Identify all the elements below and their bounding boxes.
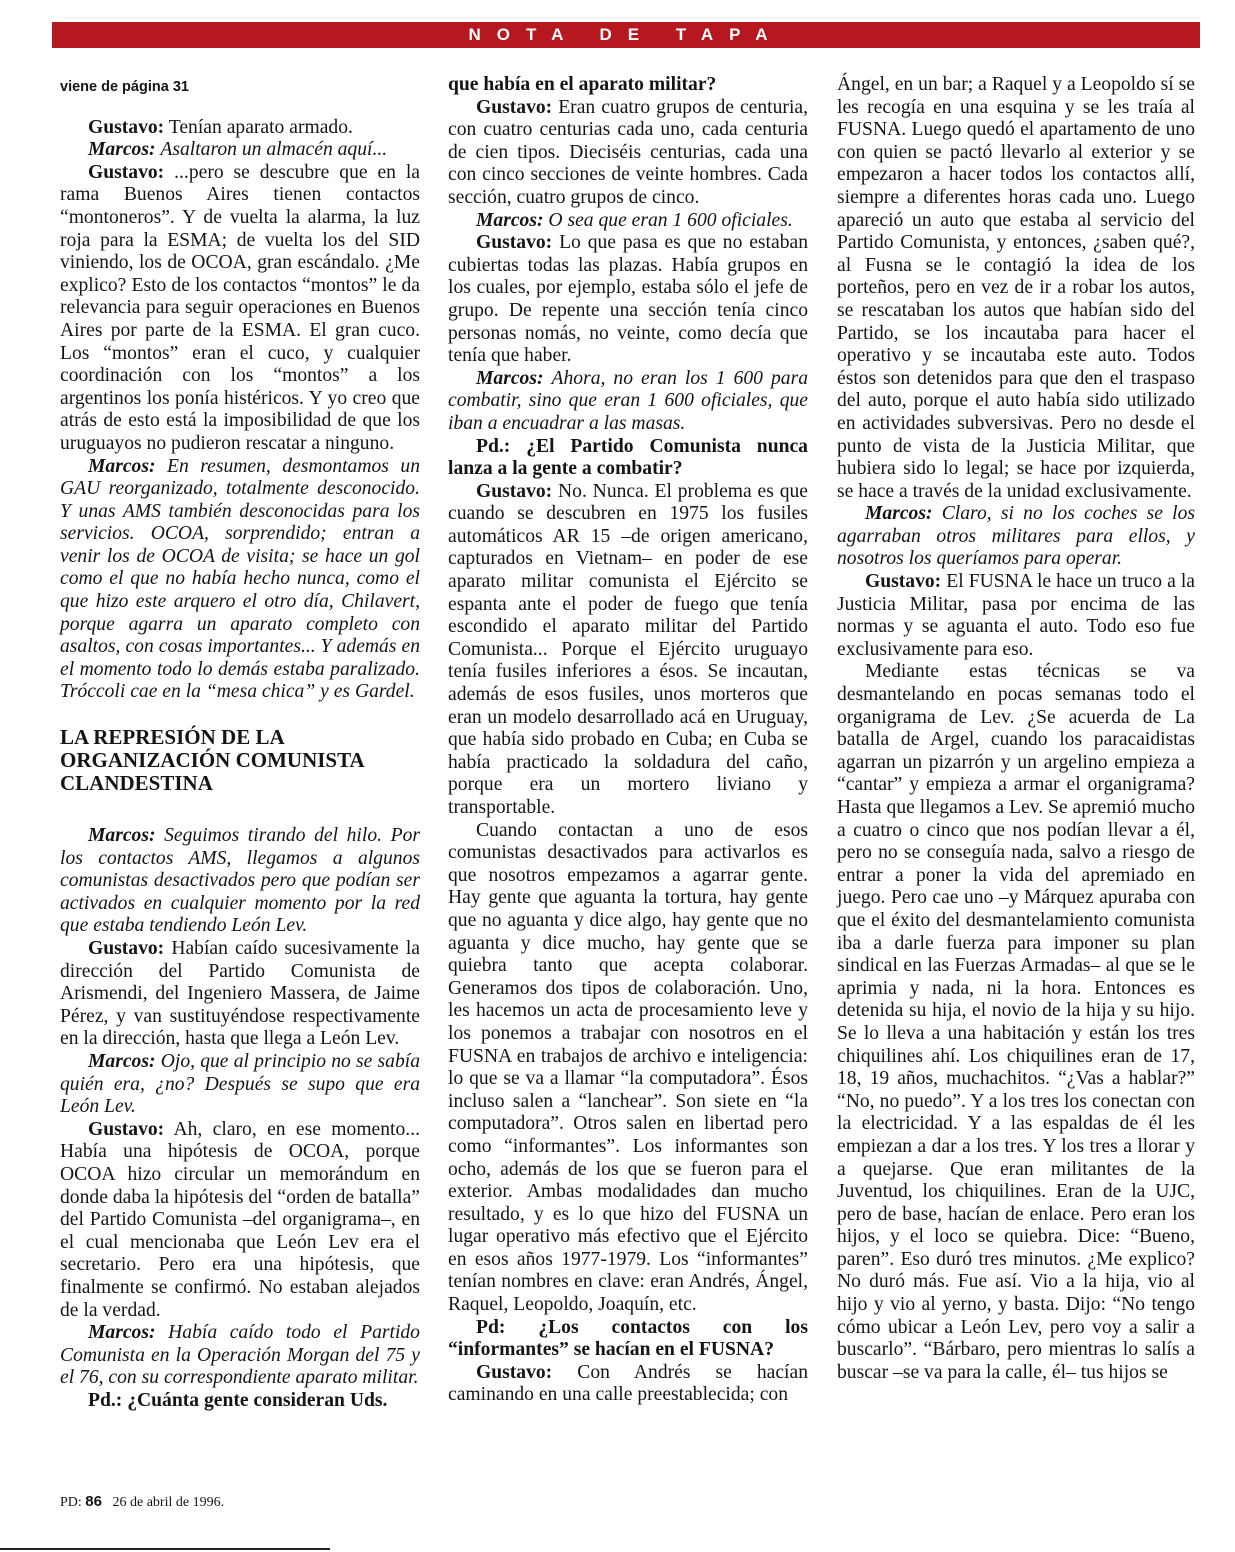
paragraph-text: Habían caído sucesivamente la dirección del Partido Comunista de Arismendi, del Ingeniero Massera, de Jaime Pérez, y van sustituyéndose respectivamente en la dirección, hasta que llega a León Lev. xyxy=(60,938,420,1050)
paragraph-text: No. Nunca. El problema es que cuando se descubren en 1975 los fusiles automáticos AR 15 –de origen americano, capturados en Vietnam– en poder de ese aparato militar comunista el Ejército se espanta ante el poder de fuego que tenía escondido el aparato militar del Partido Comunista... Porque el Ejército uruguayo tenía fusiles inferiores a ésos. Se incautan, además de esos fusiles, unos morteros que eran un modelo desarrollado acá en Uruguay, que había sido probado en Cuba; en Cuba se había practicado la soldadura del caño, porque era un mortero liviano y transportable. xyxy=(448,480,808,818)
continued-from-label: viene de página 31 xyxy=(60,79,189,95)
interview-paragraph xyxy=(448,1362,808,1407)
interview-paragraph xyxy=(448,210,808,233)
speaker-label: Gustavo: xyxy=(88,938,165,959)
paragraph-text: ¿El Partido Comunista nunca lanza a la gente a combatir? xyxy=(448,435,808,480)
column-3-body xyxy=(837,74,1195,1384)
column-1-body-2 xyxy=(60,825,420,1412)
interview-paragraph xyxy=(60,162,420,456)
interview-question xyxy=(448,1317,808,1362)
speaker-label: Marcos: xyxy=(865,503,933,525)
interview-question xyxy=(60,1390,420,1413)
paragraph-text: que había en el aparato militar? xyxy=(448,74,717,95)
column-2 xyxy=(448,74,808,1407)
paragraph-text: ¿Los contactos con los “informantes” se hacían en el FUSNA? xyxy=(448,1316,808,1361)
paragraph-text: Ojo, que al principio no se sabía quién era, ¿no? Después se supo que era León Lev. xyxy=(60,1050,420,1118)
interview-question xyxy=(448,436,808,481)
speaker-label: Marcos: xyxy=(476,209,544,231)
paragraph-text: Ángel, en un bar; a Raquel y a Leopoldo sí se les recogía en una esquina y se les traía al FUSNA. Luego quedó el apartamento de uno con quien se pactó llevarlo al exterior y se empezaron a hacer todos los contactos allí, siempre a diferentes horas cada uno. Luego apareció un auto que estaba al servicio del Partido Comunista, y entonces, ¿saben qué?, al Fusna se le contagió la idea de los porteños, pero en vez de ir a robar los autos, se rescataban los autos que habían sido del Partido, se los incautaba para hacer el operativo y se incautaba este auto. Todos éstos son detenidos para que den el traspaso del auto, porque el auto había sido utilizado en actividades subversivas. Pero no desde el punto de vista de la Justicia Militar, que hubiera sido lo legal; se hace por izquierda, se hace a través de la unidad exclusivamente. xyxy=(837,74,1195,502)
speaker-label: Gustavo: xyxy=(476,232,553,254)
interview-paragraph xyxy=(60,825,420,938)
paragraph-text: Había caído todo el Partido Comunista en la Operación Morgan del 75 y el 76, con su correspondiente aparato militar. xyxy=(60,1322,420,1389)
speaker-label: Gustavo: xyxy=(865,571,942,593)
speaker-label: Pd.: xyxy=(88,1389,123,1411)
interview-paragraph xyxy=(60,117,420,140)
paragraph-text: Mediante estas técnicas se va desmantelando en pocas semanas todo el organigrama de Lev. ¿Se acuerda de La batalla de Argel, cuando los paracaidistas agarran un pizarrón y un argelino empieza a “cantar” y empieza a armar el organigrama? Hasta que llegamos a Lev. Se apremió mucho a cuatro o cinco que nos podían llevar a él, pero no se conseguía nada, salvo a riesgo de entrar a poner la vida del apremiado en juego. Pero cae uno –y Márquez apuraba con que el éxito del desmantelamiento comunista iba a darle fuerza para imponer su plan sindical en las Fuerzas Armadas– al que se le aprimia y nada, ni la hora. Entonces es detenida su hija, el novio de la hija y su hijo. Se lo lleva a una habitación y están los tres chiquilines ahí. Los chiquilines eran de 17, 18, 19 años, muchachitos. “¿Vas a hablar?” “No, no puedo”. Y a los tres los conectan con la electricidad. Y a las espaldas de él les empiezan a dar a los tres. Y los tres a llorar y a quejarse. Que eran militantes de la Juventud, los chiquilines. Eran de la UJC, pero de base, hacían de enlace. Pero eran los hijos, y el loco se quiebra. Dice: “Bueno, paren”. Eso duró tres minutos. ¿Me explico? No duró más. Fue así. Vio a la hija, vio al hijo y vio al yerno, y basta. Dijo: “No tengo cómo ubicar a León Lev, pero voy a salir a buscarlo”. “Bárbaro, pero mientras lo salís a buscar –se va para la calle, él– tus hijos se xyxy=(837,661,1195,1383)
paragraph-text: ¿Cuánta gente consideran Uds. xyxy=(127,1389,388,1411)
interview-paragraph xyxy=(60,456,420,705)
speaker-label: Gustavo: xyxy=(476,96,553,118)
paragraph-text: Con Andrés se hacían caminando en una calle preestablecida; con xyxy=(448,1361,808,1406)
column-2-body xyxy=(448,74,808,1407)
interview-paragraph xyxy=(448,481,808,820)
page-number: 86 xyxy=(85,1493,102,1510)
column-1 xyxy=(60,74,420,1412)
interview-paragraph xyxy=(837,74,1195,503)
paragraph-text: Cuando contactan a uno de esos comunistas desactivados para activarlos es que nosotros empezamos a agarrar gente. Hay gente que aguanta la tortura, hay gente que no aguanta y dice algo, hay gente que no aguanta y dice mucho, hay gente que se quiebra tanto que acepta colaborar. Generamos dos tipos de colaboración. Uno, les hacemos un acta de procesamiento leve y los ponemos a trabajar con nosotros en el FUSNA en trabajos de archivo e inteligencia: lo que se va a llamar “la computadora”. Ésos inclusо salen a “lanchear”. Son siete en “la computadora”. Otros salen en libertad pero como “informantes”. Los informantes son ocho, además de los que se fueron para el exterior. Ambas modalidades dan mucho resultado, y es lo que hizo del FUSNA un lugar operativo más efectivo que el Ejército en esos años 1977-1979. Los “informantes” tenían nombres en clave: eran Andrés, Ángel, Raquel, Leopoldo, Joaquín, etc. xyxy=(448,819,808,1316)
speaker-label: Pd: xyxy=(476,1316,506,1338)
page-footer xyxy=(60,1493,224,1511)
speaker-label: Marcos: xyxy=(88,139,156,161)
speaker-label: Pd.: xyxy=(476,435,511,457)
interview-paragraph xyxy=(60,938,420,1051)
interview-paragraph xyxy=(448,97,808,210)
speaker-label: Gustavo: xyxy=(88,1118,165,1140)
paragraph-text: Asaltaron un almacén aquí... xyxy=(160,139,388,161)
section-banner xyxy=(52,22,1200,48)
section-banner-label: NOTA DE TAPA xyxy=(468,25,784,44)
magazine-mark: PD: xyxy=(60,1495,82,1510)
interview-paragraph xyxy=(448,232,808,368)
paragraph-text: Ahora, no eran los 1 600 para combatir, sino que eran 1 600 oficiales, que iban a encuadrar a las masas. xyxy=(448,367,808,434)
speaker-label: Gustavo: xyxy=(88,116,165,138)
speaker-label: Marcos: xyxy=(88,825,156,847)
interview-question xyxy=(448,74,808,97)
paragraph-text: O sea que eran 1 600 oficiales. xyxy=(548,209,793,231)
speaker-label: Marcos: xyxy=(88,1050,156,1072)
speaker-label: Marcos: xyxy=(88,1322,156,1344)
interview-paragraph xyxy=(60,139,420,162)
interview-paragraph xyxy=(448,820,808,1317)
section-title: LA REPRESIÓN DE LA ORGANIZACIÓN COMUNISTA CLANDESTINA xyxy=(60,725,364,796)
speaker-label: Marcos: xyxy=(476,367,544,389)
interview-paragraph xyxy=(60,1322,420,1390)
speaker-label: Gustavo: xyxy=(476,1361,553,1383)
interview-paragraph xyxy=(448,368,808,436)
paragraph-text: El FUSNA le hace un truco a la Justicia Militar, pasa por encima de las normas y se aguanta el auto. Todo eso fue exclusivamente para eso. xyxy=(837,571,1195,660)
interview-paragraph xyxy=(60,1119,420,1322)
interview-paragraph xyxy=(60,1051,420,1119)
footer-rule xyxy=(0,1548,330,1550)
paragraph-text: Lo que pasa es que no estaban cubiertas todas las plazas. Había grupos en los cuales, por ejemplo, estaba sólo el jefe de grupo. De repente una sección tenía cinco personas nomás, no veinte, como decía que tenía que haber. xyxy=(448,232,808,367)
paragraph-text: Tenían aparato armado. xyxy=(168,116,353,138)
speaker-label: Gustavo: xyxy=(88,161,165,183)
interview-paragraph xyxy=(837,503,1195,571)
column-3 xyxy=(837,74,1195,1384)
paragraph-text: En resumen, desmontamos un GAU reorganizado, totalmente desconocido. Y unas AMS también desconocidas para los servicios. OCOA, sorprendido; entran a venir los de OCOA de visita; se hace un gol como el que no había hecho nunca, como el que hizo este arquero el otro día, Chilavert, porque agarra un aparato completo con asaltos, con cosas importantes... Y además en el momento todo lo demás estaba paralizado. Tróccoli cae en la “mesa chica” y es Gardel. xyxy=(60,455,420,703)
issue-date: 26 de abril de 1996. xyxy=(112,1495,225,1510)
paragraph-text: Ah, claro, en ese momento... Había una hipótesis de OCOA, porque OCOA hizo circular un memorándum en donde daba la hipótesis del “orden de batalla” del Partido Comunista –del organigrama–, en el cual mencionaba que León Lev era el secretario. Pero era una hipótesis, que finalmente se confirmó. No estaban alejados de la verdad. xyxy=(60,1118,420,1321)
paragraph-text: Claro, si no los coches se los agarraban otros militares para ellos, y nosotros los queríamos para operar. xyxy=(837,503,1195,570)
interview-paragraph xyxy=(837,571,1195,661)
paragraph-text: ...pero se descubre que en la rama Buenos Aires tienen contactos “montoneros”. Y de vuelta la alarma, la luz roja para la ESMA; de vuelta los del SID viniendo, los de OCOA, gran escándalo. ¿Me explico? Esto de los contactos “montos” le da relevancia para seguir operaciones en Buenos Aires por parte de la ESMA. El gran cuco. Los “montos” eran el cuco, y cualquier coordinación con los “montos” a los argentinos los ponía histéricos. Y yo creo que atrás de esto está la imposibilidad de que los uruguayos no pudieron rescatar a ninguno. xyxy=(60,161,420,454)
speaker-label: Marcos: xyxy=(88,455,156,477)
paragraph-text: Seguimos tirando del hilo. Por los contactos AMS, llegamos a algunos comunistas desactivados pero que podían ser activados en cualquier momento por la red que estaba tendiendo León Lev. xyxy=(60,825,421,937)
interview-paragraph xyxy=(837,661,1195,1384)
speaker-label: Gustavo: xyxy=(476,480,553,502)
paragraph-text: Eran cuatro grupos de centuria, con cuatro centurias cada uno, cada centuria de cien tipos. Dieciséis centurias, cada una con cinco secciones de veinte hombres. Cada sección, cuatro grupos de cinco. xyxy=(448,96,808,208)
column-1-body xyxy=(60,117,420,704)
